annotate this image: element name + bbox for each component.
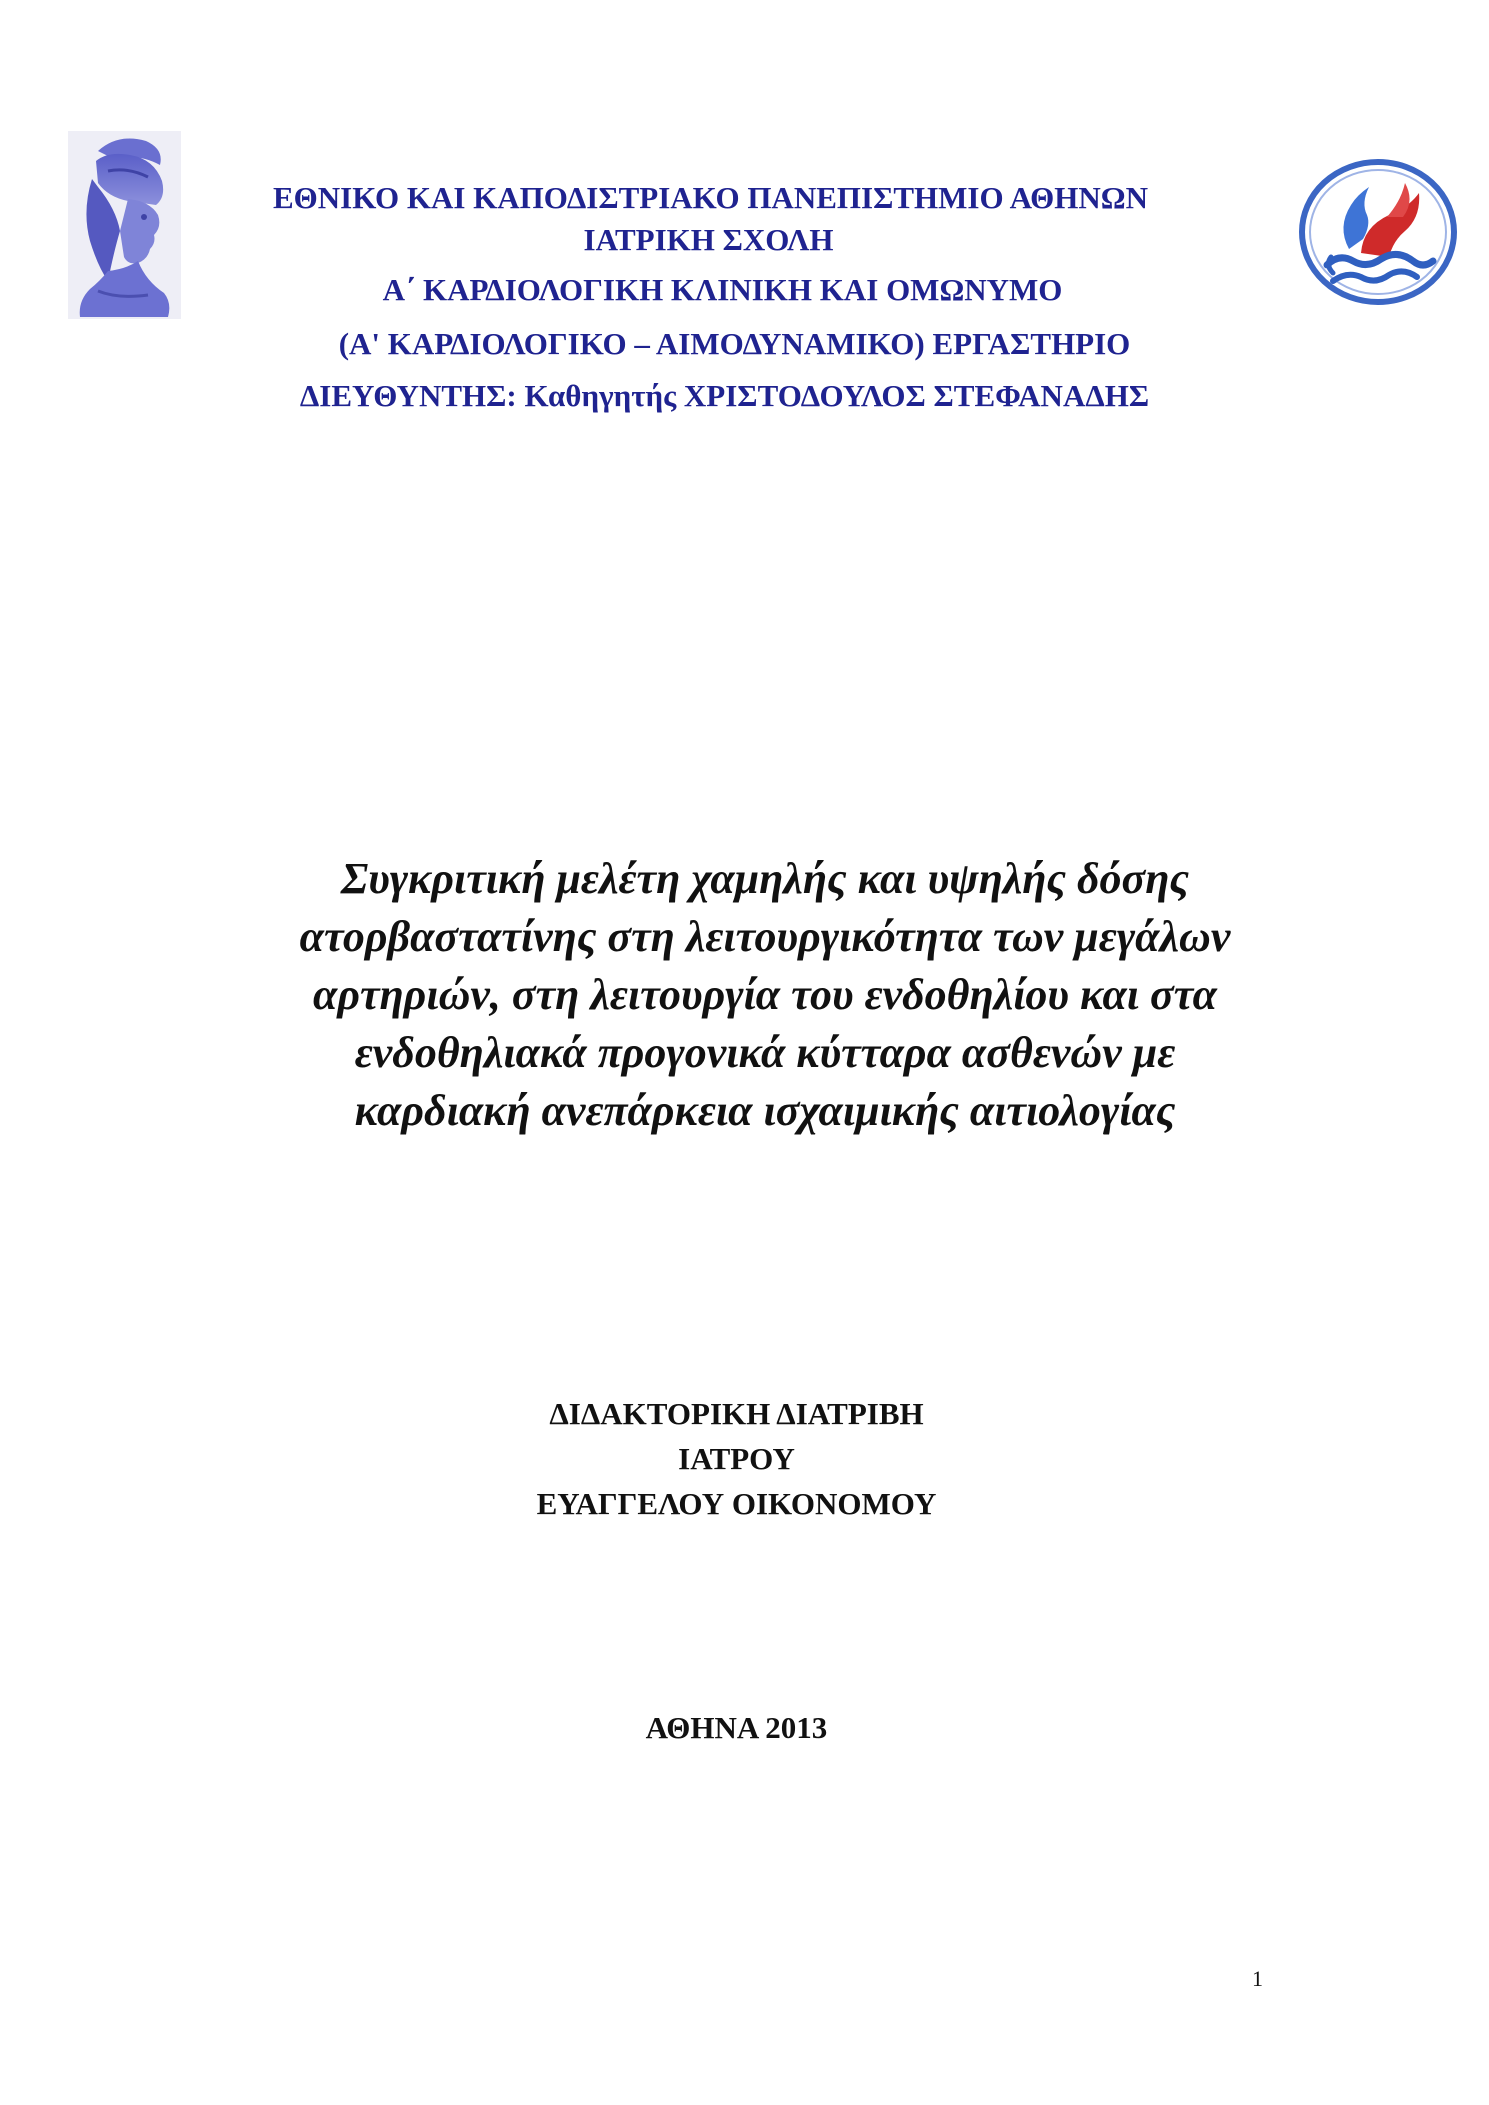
title-line: αρτηριών, στη λειτουργία του ενδοθηλίου και στα (313, 970, 1217, 1019)
place-year: ΑΘΗΝΑ 2013 (645, 1710, 828, 1745)
author-role: ΙΑΤΡΟΥ (678, 1441, 795, 1476)
title-line: καρδιακή ανεπάρκεια ισχαιμικής αιτιολογίας (354, 1086, 1176, 1135)
title-line: ενδοθηλιακά προγονικά κύτταρα ασθενών με (354, 1028, 1176, 1077)
laboratory-name: (Α' ΚΑΡΔΙΟΛΟΓΙΚΟ – ΑΙΜΟΔΥΝΑΜΙΚΟ) ΕΡΓΑΣΤΗΡΙΟ (338, 326, 1131, 361)
thesis-title (200, 850, 1330, 1140)
author-name: ΕΥΑΓΓΕΛΟΥ ΟΙΚΟΝΟΜΟΥ (536, 1486, 937, 1521)
university-name: ΕΘΝΙΚΟ ΚΑΙ ΚΑΠΟΔΙΣΤΡΙΑΚΟ ΠΑΝΕΠΙΣΤΗΜΙΟ ΑΘΗΝΩΝ (272, 180, 1149, 215)
thesis-type: ΔΙΔΑΚΤΟΡΙΚΗ ΔΙΑΤΡΙΒΗ (549, 1396, 924, 1431)
clinic-name: Α΄ ΚΑΡΔΙΟΛΟΓΙΚΗ ΚΛΙΝΙΚΗ ΚΑΙ ΟΜΩΝΥΜΟ (382, 272, 1063, 307)
title-line: ατορβαστατίνης στη λειτουργικότητα των μεγάλων (299, 912, 1231, 961)
page-number: 1 (1252, 1966, 1263, 1991)
title-line: Συγκριτική μελέτη χαμηλής και υψηλής δόσης (340, 854, 1190, 903)
school-name: ΙΑΤΡΙΚΗ ΣΧΟΛΗ (583, 222, 834, 257)
director-line: ΔΙΕΥΘΥΝΤΗΣ: Καθηγητής ΧΡΙΣΤΟΔΟΥΛΟΣ ΣΤΕΦΑΝΑΔΗΣ (299, 378, 1150, 413)
